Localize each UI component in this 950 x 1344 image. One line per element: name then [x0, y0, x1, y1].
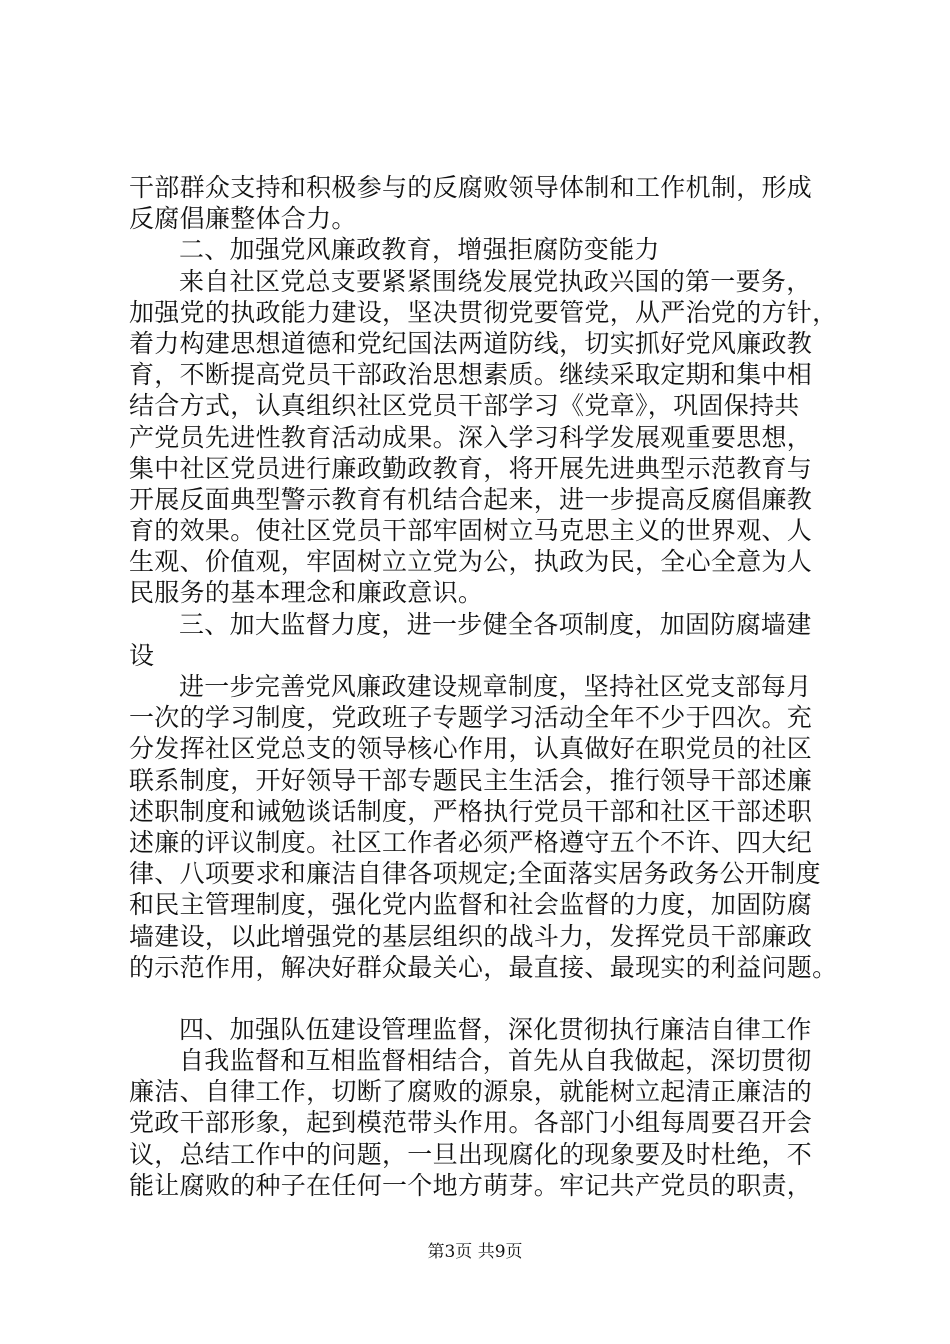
text-line: 和民主管理制度，强化党内监督和社会监督的力度，加固防腐 — [129, 890, 813, 920]
text-line: 进一步完善党风廉政建设规章制度，坚持社区党支部每月 — [179, 672, 812, 701]
text-line: 干部群众支持和积极参与的反腐败领导体制和工作机制，形成 — [129, 173, 813, 202]
text-line: 的示范作用，解决好群众最关心，最直接、最现实的利益问题。 — [129, 952, 838, 982]
text-line: 一次的学习制度，党政班子专题学习活动全年不少于四次。充 — [129, 703, 813, 733]
section-heading-continued: 设 — [129, 640, 155, 670]
section-heading: 三、加大监督力度，进一步健全各项制度，加固防腐墙建 — [179, 609, 812, 639]
section-heading: 四、加强队伍建设管理监督，深化贯彻执行廉洁自律工作 — [179, 1014, 812, 1044]
text-line: 育的效果。使社区党员干部牢固树立马克思主义的世界观、人 — [129, 516, 813, 546]
text-line: 民服务的基本理念和廉政意识。 — [129, 578, 484, 608]
text-line: 产党员先进性教育活动成果。深入学习科学发展观重要思想， — [129, 422, 813, 452]
text-line: 述职制度和诫勉谈话制度，严格执行党员干部和社区干部述职 — [129, 796, 813, 826]
text-line: 分发挥社区党总支的领导核心作用，认真做好在职党员的社区 — [129, 734, 813, 764]
section-heading: 二、加强党风廉政教育，增强拒腐防变能力 — [179, 235, 660, 265]
text-line: 能让腐败的种子在任何一个地方萌芽。牢记共产党员的职责， — [129, 1170, 813, 1200]
text-line: 集中社区党员进行廉政勤政教育，将开展先进典型示范教育与 — [129, 453, 813, 483]
text-line: 议，总结工作中的问题，一旦出现腐化的现象要及时杜绝，不 — [129, 1139, 813, 1169]
text-line: 加强党的执政能力建设，坚决贯彻党要管党，从严治党的方针， — [129, 297, 838, 327]
text-line: 生观、价值观，牢固树立立党为公，执政为民，全心全意为人 — [129, 547, 813, 577]
page-number-footer: 第3页 共9页 — [427, 1242, 523, 1262]
text-line: 述廉的评议制度。社区工作者必须严格遵守五个不许、四大纪 — [129, 827, 813, 857]
text-line: 反腐倡廉整体合力。 — [129, 204, 357, 234]
text-line: 结合方式，认真组织社区党员干部学习《党章》，巩固保持共 — [129, 391, 800, 421]
document-body — [129, 172, 854, 1201]
text-line: 墙建设，以此增强党的基层组织的战斗力，发挥党员干部廉政 — [129, 921, 813, 951]
text-line: 联系制度，开好领导干部专题民主生活会，推行领导干部述廉 — [129, 765, 813, 795]
text-line: 育，不断提高党员干部政治思想素质。继续采取定期和集中相 — [129, 360, 813, 390]
text-line: 自我监督和互相监督相结合，首先从自我做起，深切贯彻 — [179, 1046, 812, 1076]
text-line: 律、八项要求和廉洁自律各项规定;全面落实居务政务公开制度 — [129, 859, 821, 889]
text-line: 开展反面典型警示教育有机结合起来，进一步提高反腐倡廉教 — [129, 484, 813, 514]
text-line: 廉洁、自律工作，切断了腐败的源泉，就能树立起清正廉洁的 — [129, 1077, 813, 1107]
text-line: 着力构建思想道德和党纪国法两道防线，切实抓好党风廉政教 — [129, 328, 813, 358]
text-line: 党政干部形象，起到模范带头作用。各部门小组每周要召开会 — [129, 1108, 813, 1138]
text-line: 来自社区党总支要紧紧围绕发展党执政兴国的第一要务， — [179, 266, 812, 296]
paragraph-gap — [129, 983, 854, 1014]
